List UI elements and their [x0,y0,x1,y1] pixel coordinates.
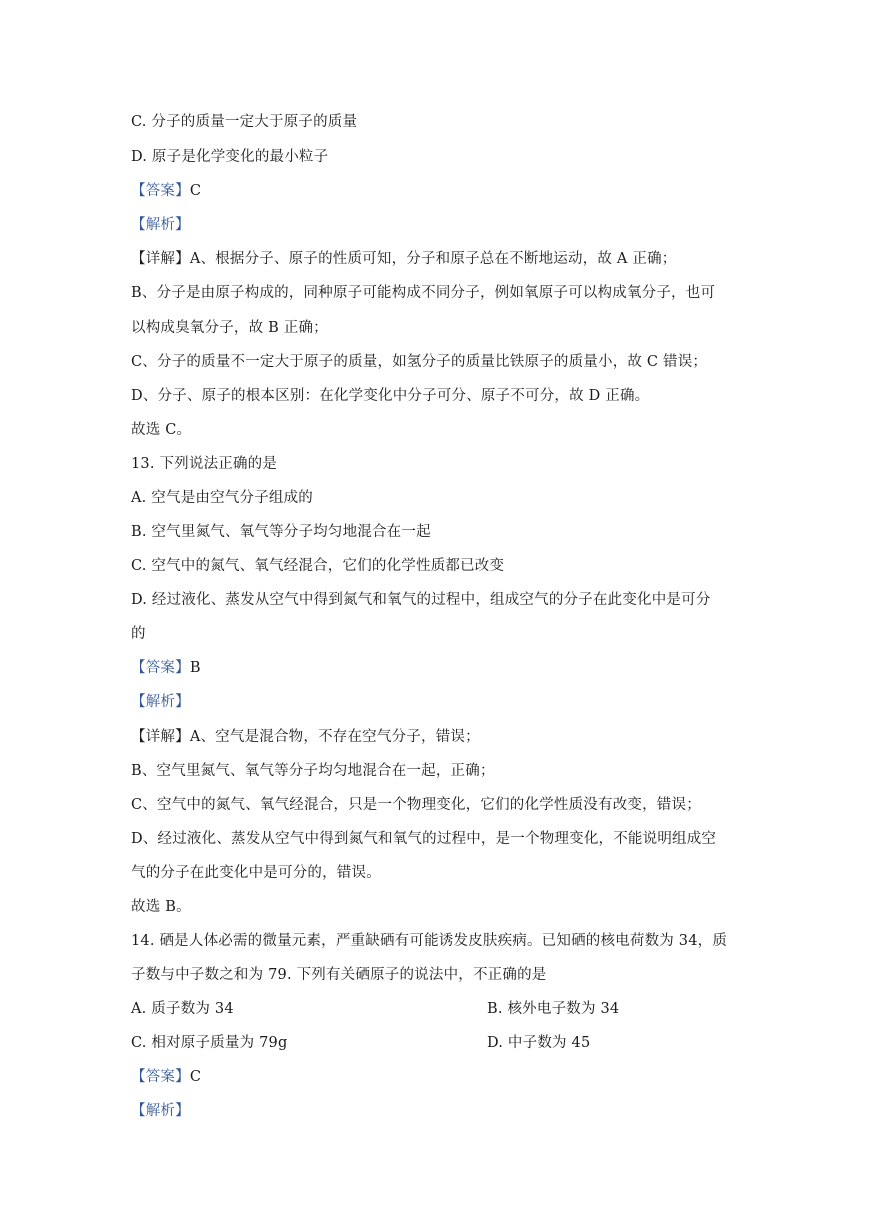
q12-analysis-tag: 【解析】 [131,217,190,233]
q13-answer-line [131,658,201,678]
answer-tag: 【答案】 [131,183,190,199]
q13-option-d-line-1: D. 经过液化、蒸发从空气中得到氮气和氧气的过程中，组成空气的分子在此变化中是可分 [131,592,711,608]
answer-tag: 【答案】 [131,660,190,676]
q14-answer: C [189,1069,202,1085]
q12-answer-line [131,181,201,201]
q13-conclusion: 故选 B。 [131,899,191,915]
q13-detail-4b: 气的分子在此变化中是可分的，错误。 [131,865,381,881]
q14-option-d: D. 中子数为 45 [487,1035,591,1051]
q12-detail-1: A、根据分子、原子的性质可知，分子和原子总在不断地运动，故 A 正确； [189,251,677,267]
q14-answer-line [131,1067,201,1087]
q12-detail-3: C、分子的质量不一定大于原子的质量，如氢分子的质量比铁原子的质量小，故 C 错误； [131,354,708,370]
q13-detail-2: B、空气里氮气、氧气等分子均匀地混合在一起，正确； [131,763,495,779]
q12-option-d: D. 原子是化学变化的最小粒子 [131,149,329,165]
q13-option-d-line-2: 的 [131,626,146,642]
q14-option-c: C. 相对原子质量为 79g [131,1035,288,1051]
q12-detail-line-1 [131,249,676,269]
detail-tag: 【详解】 [131,729,190,745]
q13-analysis-tag: 【解析】 [131,694,190,710]
q14-option-a: A. 质子数为 34 [131,1001,234,1017]
q13-option-b: B. 空气里氮气、氧气等分子均匀地混合在一起 [131,524,431,540]
q13-detail-3: C、空气中的氮气、氧气经混合，只是一个物理变化，它们的化学性质没有改变，错误； [131,797,701,813]
q14-option-b: B. 核外电子数为 34 [487,1001,620,1017]
detail-tag: 【详解】 [131,251,190,267]
q12-answer: C [189,183,202,199]
q13-detail-line-1 [131,727,480,747]
q13-detail-4a: D、经过液化、蒸发从空气中得到氮气和氧气的过程中，是一个物理变化，不能说明组成空 [131,831,717,847]
q12-option-c: C. 分子的质量一定大于原子的质量 [131,114,358,130]
q13-answer: B [189,660,201,676]
q13-option-a: A. 空气是由空气分子组成的 [131,490,313,506]
q14-analysis-tag: 【解析】 [131,1103,190,1119]
q13-option-c: C. 空气中的氮气、氧气经混合，它们的化学性质都已改变 [131,558,505,574]
q14-stem-line-2: 子数与中子数之和为 79. 下列有关硒原子的说法中，不正确的是 [131,967,547,983]
q12-detail-2b: 以构成臭氧分子，故 B 正确； [131,320,328,336]
q13-stem: 13. 下列说法正确的是 [131,456,278,472]
q14-stem-line-1: 14. 硒是人体必需的微量元素，严重缺硒有可能诱发皮肤疾病。已知硒的核电荷数为 34，质 [131,933,728,949]
answer-tag: 【答案】 [131,1069,190,1085]
q13-detail-1: A、空气是混合物，不存在空气分子，错误； [189,729,480,745]
q12-detail-4: D、分子、原子的根本区别：在化学变化中分子可分、原子不可分，故 D 正确。 [131,388,650,404]
q12-conclusion: 故选 C。 [131,422,192,438]
q12-detail-2a: B、分子是由原子构成的，同种原子可能构成不同分子，例如氧原子可以构成氧分子，也可 [131,285,716,301]
